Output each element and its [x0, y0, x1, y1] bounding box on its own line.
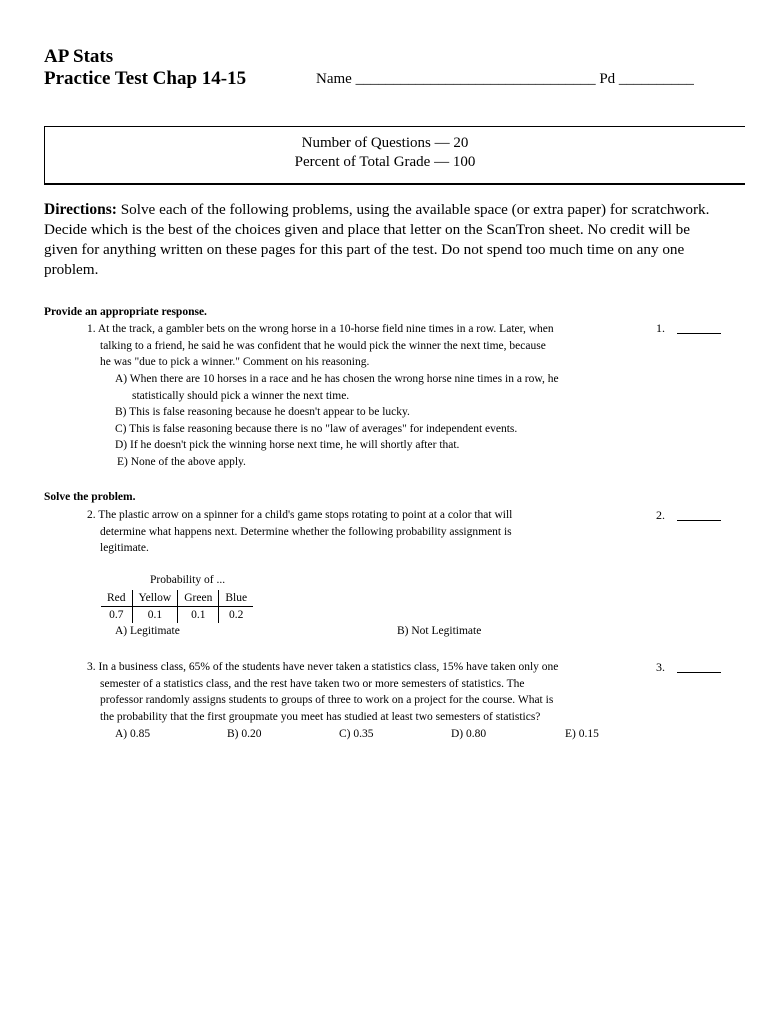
q2-stem-line: legitimate. — [100, 542, 149, 555]
q3-stem-line: professor randomly assigns students to groups of three to work on a project for the course. What is — [100, 694, 554, 707]
answer-number: 3. — [656, 660, 665, 674]
table-cell: 0.1 — [178, 607, 219, 624]
question-count: Number of Questions — 20 — [301, 135, 469, 151]
table-cell: 0.7 — [101, 607, 132, 624]
q3-option-a[interactable]: A) 0.85 — [115, 728, 151, 740]
table-header: Green — [178, 590, 219, 607]
question-1 — [87, 321, 647, 371]
answer-slot-1 — [656, 321, 721, 336]
info-box — [44, 126, 745, 185]
table-header: Red — [101, 590, 132, 607]
answer-blank[interactable] — [677, 672, 721, 673]
answer-number: 1. — [656, 321, 665, 335]
q3-stem-line: 3. In a business class, 65% of the students have never taken a statistics class, 15% have taken only one — [87, 661, 559, 673]
section-heading: Provide an appropriate response. — [44, 306, 207, 318]
table-cell: 0.1 — [132, 607, 178, 624]
q1-stem-line: 1. At the track, a gambler bets on the wrong horse in a 10-horse field nine times in a row. Later, when — [87, 323, 554, 335]
q1-stem-line: talking to a friend, he said he was confident that he would pick the winner the next time, because — [100, 339, 546, 352]
q3-option-e[interactable]: E) 0.15 — [565, 728, 599, 740]
q3-option-d[interactable]: D) 0.80 — [451, 728, 487, 740]
answer-blank[interactable] — [677, 520, 721, 521]
q2-option-b[interactable]: B) Not Legitimate — [397, 625, 482, 637]
table-header: Blue — [219, 590, 253, 607]
q3-stem-line: the probability that the first groupmate you meet has studied at least two semesters of statistics? — [100, 710, 541, 723]
q1-option-a[interactable]: A) When there are 10 horses in a race and he has chosen the wrong horse nine times in a row, he — [115, 373, 559, 385]
q3-option-c[interactable]: C) 0.35 — [339, 728, 374, 740]
answer-slot-3 — [656, 660, 721, 675]
answer-number: 2. — [656, 508, 665, 522]
question-3 — [87, 659, 647, 725]
question-2 — [87, 507, 647, 557]
section-heading: Solve the problem. — [44, 491, 136, 503]
table-cell: 0.2 — [229, 609, 244, 621]
answer-blank[interactable] — [677, 333, 721, 334]
q1-options — [115, 371, 645, 470]
q1-option-e[interactable]: E) None of the above apply. — [117, 455, 246, 468]
directions-label: Directions: — [44, 201, 117, 218]
probability-table — [101, 590, 253, 623]
directions-text: Solve each of the following problems, using the available space (or extra paper) for scratchwork. Decide which is the best of the choices given and place that letter on the ScanTron sheet. No credit will be given for anything written on these pages for this part of the test. Do not spend too much time on any one problem. — [44, 201, 710, 278]
q2-stem-line: determine what happens next. Determine whether the following probability assignment is — [100, 525, 512, 538]
q3-option-b[interactable]: B) 0.20 — [227, 728, 262, 740]
q2-stem-line: 2. The plastic arrow on a spinner for a child's game stops rotating to point at a color that will — [87, 509, 513, 521]
directions — [44, 200, 724, 280]
test-title: AP Stats — [44, 46, 114, 67]
table-header: Yellow — [132, 590, 178, 607]
q1-option-a-cont: statistically should pick a winner the next time. — [132, 389, 350, 402]
test-subtitle: Practice Test Chap 14-15 — [44, 68, 247, 89]
q1-option-b[interactable]: B) This is false reasoning because he doesn't appear to be lucky. — [115, 406, 410, 418]
name-pd-field[interactable]: Name ________________________________ Pd __________ — [316, 71, 694, 87]
answer-slot-2 — [656, 508, 721, 523]
q1-option-d[interactable]: D) If he doesn't pick the winning horse next time, he will shortly after that. — [115, 439, 460, 451]
q3-stem-line: semester of a statistics class, and the rest have taken two or more semesters of statistics. The — [100, 677, 525, 690]
q1-stem-line: he was "due to pick a winner." Comment on his reasoning. — [100, 356, 370, 369]
table-caption: Probability of ... — [150, 574, 226, 586]
q1-option-c[interactable]: C) This is false reasoning because there is no "law of averages" for independent events. — [115, 422, 518, 435]
grade-percent: Percent of Total Grade — 100 — [294, 154, 476, 170]
q2-option-a[interactable]: A) Legitimate — [115, 625, 180, 637]
